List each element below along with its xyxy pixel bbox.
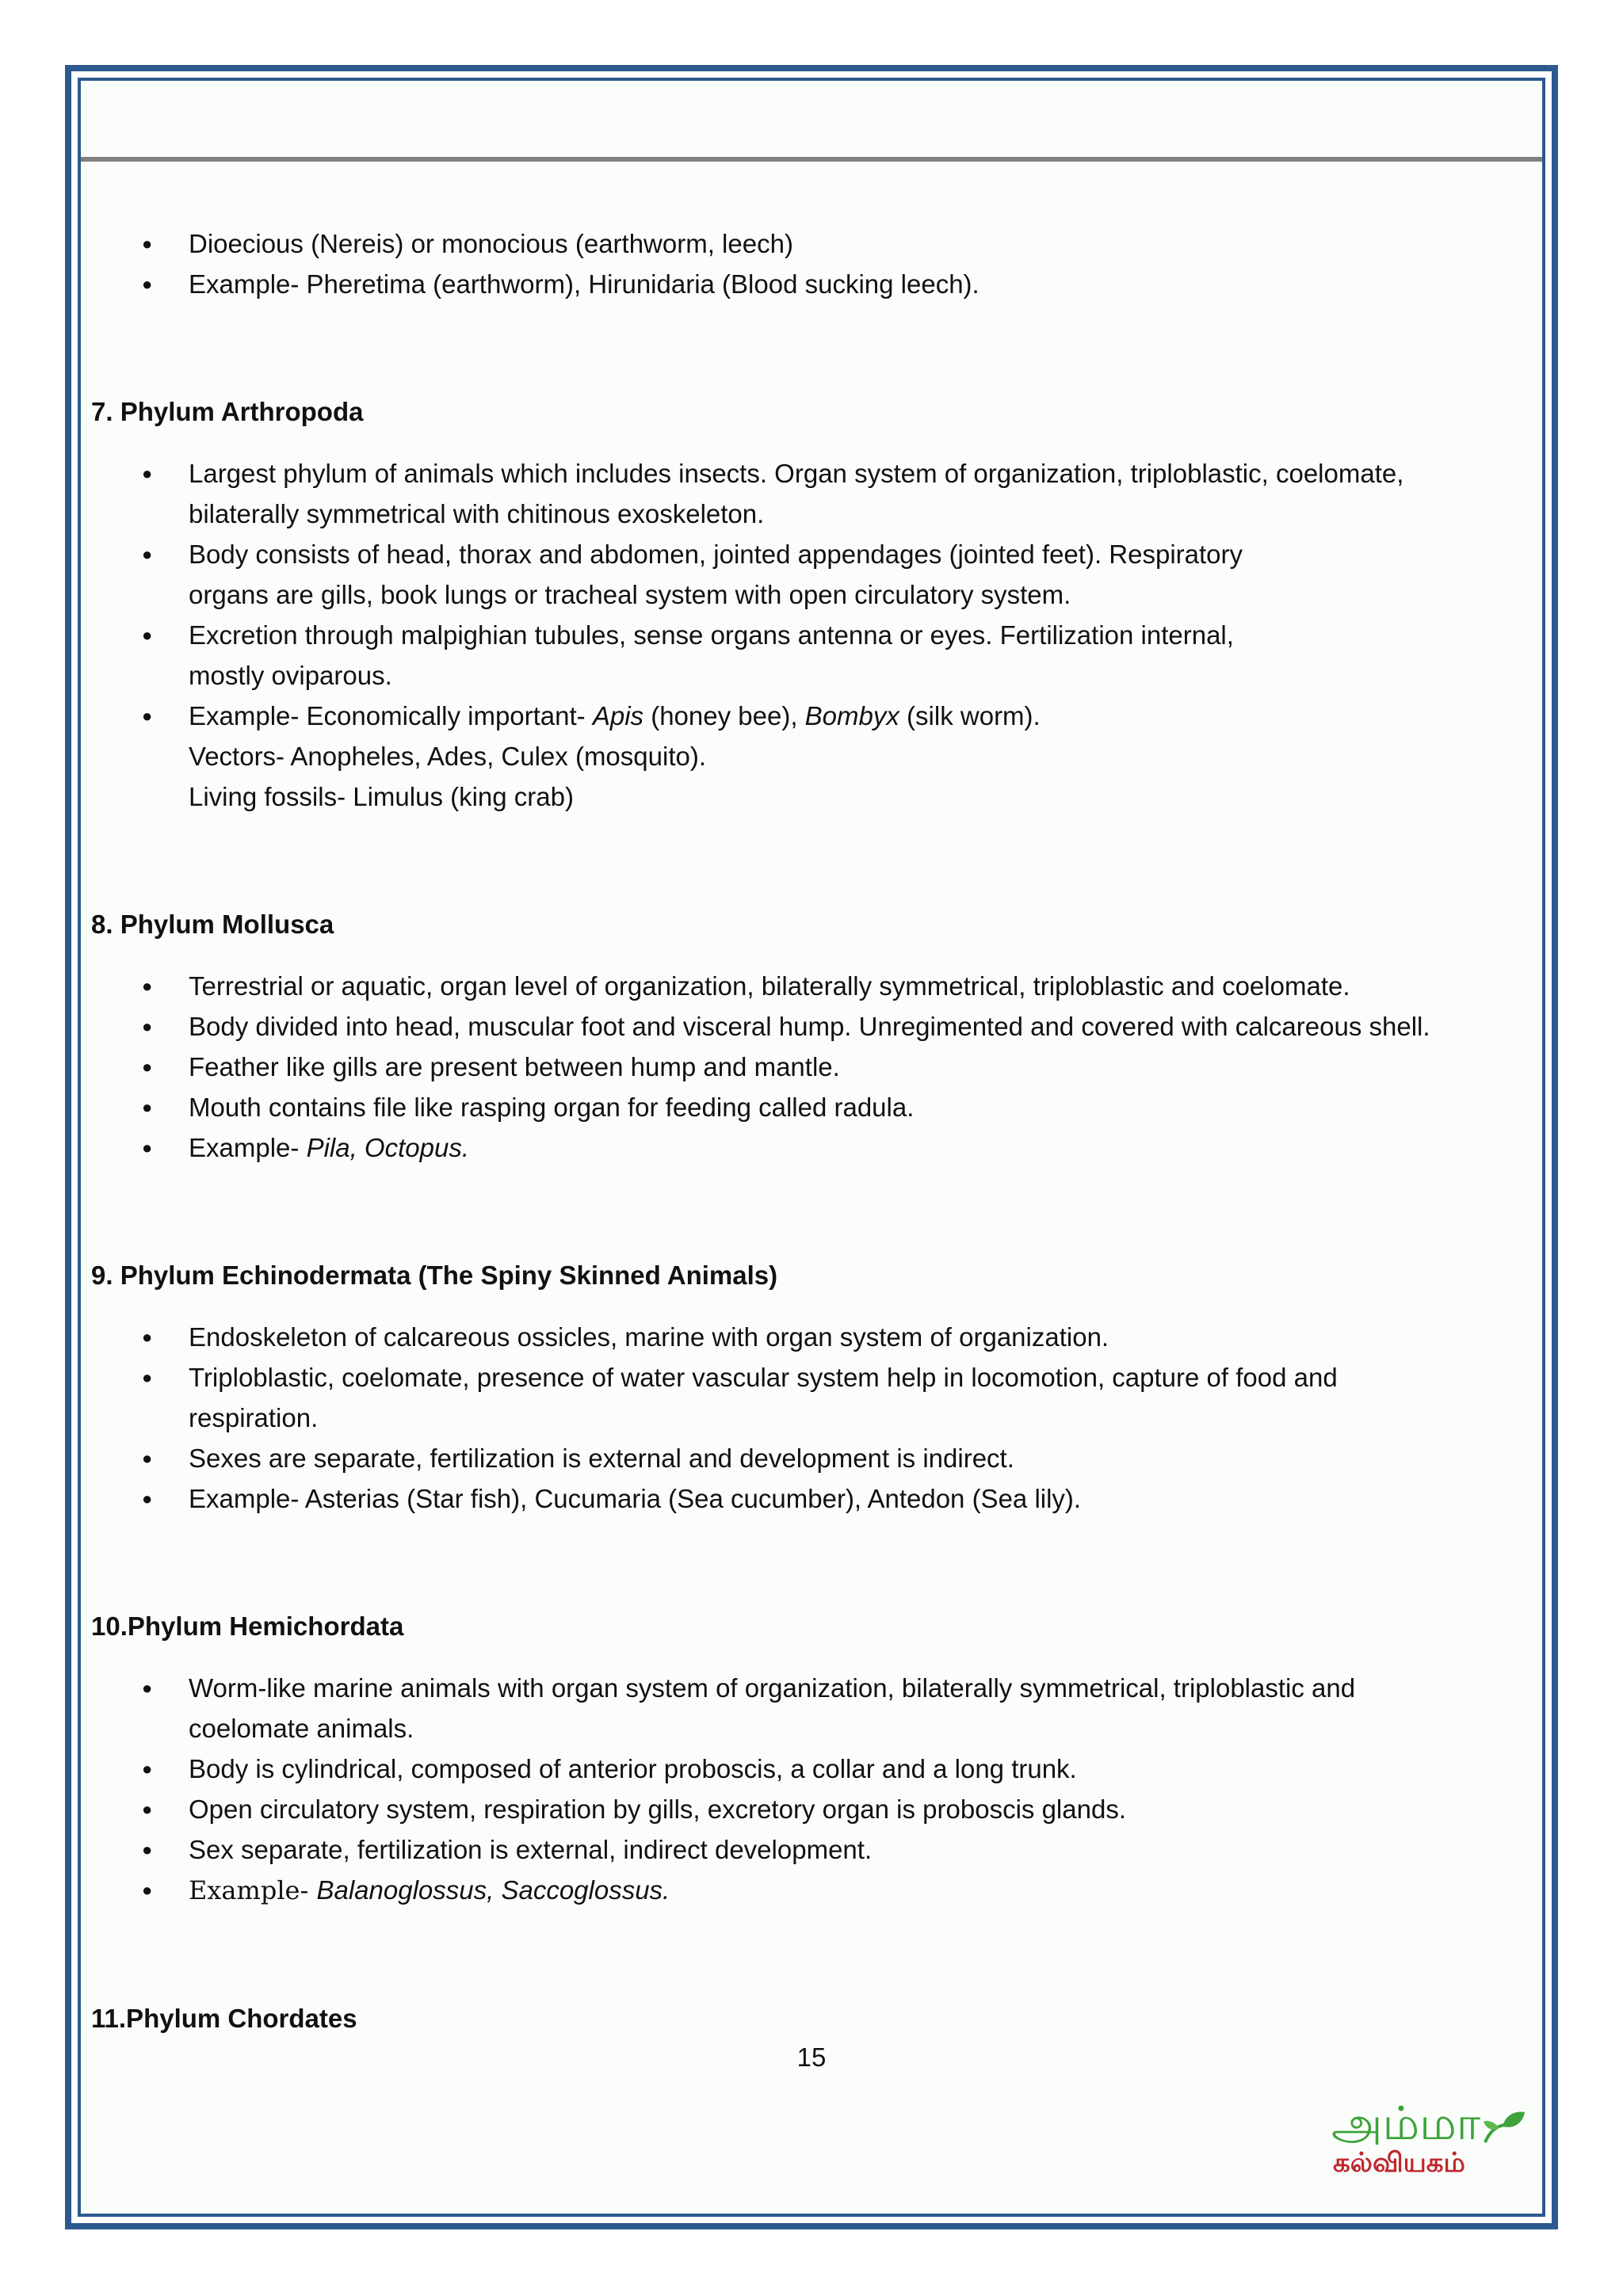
species-name: Apis bbox=[592, 701, 644, 730]
bullet-text: bilaterally symmetrical with chitinous exoskeleton. bbox=[189, 499, 765, 528]
bullet-text: Dioecious (Nereis) or monocious (earthworm, leech) bbox=[189, 229, 793, 258]
header-rule bbox=[81, 157, 1542, 162]
bullet-text: coelomate animals. bbox=[189, 1714, 414, 1743]
bullet-text: Sex separate, fertilization is external, indirect development. bbox=[189, 1835, 873, 1864]
list-item bbox=[91, 1087, 1518, 1127]
intro-bullet-list bbox=[91, 223, 1518, 304]
text-run: Example- bbox=[189, 1133, 307, 1162]
list-item bbox=[91, 1127, 1518, 1168]
amma-kalviyagam-logo bbox=[1331, 2098, 1529, 2185]
list-item bbox=[91, 615, 1518, 696]
section-heading-arthropoda: 7. Phylum Arthropoda bbox=[91, 397, 364, 426]
bullet-text: ● Excretion through malpighian tubules, sense organs antenna or eyes. Fertilization internal, bbox=[189, 620, 1234, 650]
text-run: (silk worm). bbox=[899, 701, 1041, 730]
species-name: Pila, Octopus. bbox=[306, 1133, 469, 1162]
list-item bbox=[91, 1357, 1518, 1438]
list-item bbox=[91, 1870, 1518, 1911]
list-item bbox=[91, 1749, 1518, 1789]
bullet-text: Living fossils- Limulus (king crab) bbox=[189, 782, 574, 811]
bullet-text: Mouth contains file like rasping organ for feeding called radula. bbox=[189, 1093, 915, 1122]
list-item bbox=[91, 534, 1518, 615]
bullet-text: Endoskeleton of calcareous ossicles, marine with organ system of organization. bbox=[189, 1322, 1109, 1352]
list-item bbox=[91, 1789, 1518, 1829]
text-run: Example- bbox=[189, 1875, 317, 1905]
list-item bbox=[91, 1829, 1518, 1870]
bullet-text bbox=[189, 696, 1518, 736]
bullet-text: ● Worm-like marine animals with organ system of organization, bilaterally symmetrical, triploblastic and bbox=[189, 1673, 1356, 1703]
page-number: 15 bbox=[796, 2042, 827, 2072]
bullet-text: Sexes are separate, fertilization is external and development is indirect. bbox=[189, 1444, 1014, 1473]
section-heading-chordates: 11.Phylum Chordates bbox=[91, 2004, 357, 2033]
echinodermata-bullet-list bbox=[91, 1317, 1518, 1519]
list-item bbox=[91, 1006, 1518, 1047]
list-item bbox=[91, 223, 1518, 264]
bullet-text: organs are gills, book lungs or tracheal system with open circulatory system. bbox=[189, 580, 1071, 609]
bullet-text: Example- Asterias (Star fish), Cucumaria (Sea cucumber), Antedon (Sea lily). bbox=[189, 1484, 1082, 1513]
section-heading-echinodermata: 9. Phylum Echinodermata (The Spiny Skinned Animals) bbox=[91, 1261, 778, 1290]
bullet-text: ● Triploblastic, coelomate, presence of water vascular system help in locomotion, capture of food and bbox=[189, 1363, 1338, 1392]
list-item bbox=[91, 696, 1518, 817]
text-run: Example- Economically important- bbox=[189, 701, 593, 730]
bullet-text: Body is cylindrical, composed of anterior proboscis, a collar and a long trunk. bbox=[189, 1754, 1077, 1783]
bullet-text: Feather like gills are present between hump and mantle. bbox=[189, 1052, 840, 1081]
bullet-text: Terrestrial or aquatic, organ level of organization, bilaterally symmetrical, triploblastic and coelomate. bbox=[189, 971, 1350, 1001]
bullet-text: respiration. bbox=[189, 1403, 319, 1432]
list-item bbox=[91, 966, 1518, 1006]
list-item bbox=[91, 453, 1518, 534]
list-item bbox=[91, 1317, 1518, 1357]
species-name: Balanoglossus, Saccoglossus. bbox=[316, 1875, 670, 1905]
list-item bbox=[91, 1668, 1518, 1749]
bullet-text: mostly oviparous. bbox=[189, 661, 392, 690]
bullet-text: Open circulatory system, respiration by gills, excretory organ is proboscis glands. bbox=[189, 1794, 1126, 1824]
logo-text-top: அம்மா bbox=[1331, 2096, 1481, 2150]
text-run: (honey bee), bbox=[643, 701, 805, 730]
bullet-text: Body divided into head, muscular foot and visceral hump. Unregimented and covered with calcareous shell. bbox=[189, 1012, 1430, 1041]
mollusca-bullet-list bbox=[91, 966, 1518, 1168]
species-name: Bombyx bbox=[804, 701, 899, 730]
document-body bbox=[91, 223, 1518, 2039]
list-item bbox=[91, 264, 1518, 304]
bullet-text: Vectors- Anopheles, Ades, Culex (mosquito). bbox=[189, 742, 707, 771]
bullet-text: ● Largest phylum of animals which includes insects. Organ system of organization, triploblastic, coelomate, bbox=[189, 459, 1404, 488]
list-item bbox=[91, 1047, 1518, 1087]
section-heading-mollusca: 8. Phylum Mollusca bbox=[91, 910, 334, 939]
leaf-icon bbox=[1482, 2109, 1526, 2145]
logo-text-bottom: கல்வியகம் bbox=[1333, 2147, 1465, 2179]
arthropoda-bullet-list bbox=[91, 453, 1518, 817]
section-heading-hemichordata: 10.Phylum Hemichordata bbox=[91, 1611, 404, 1641]
list-item bbox=[91, 1438, 1518, 1478]
hemichordata-bullet-list bbox=[91, 1668, 1518, 1911]
list-item bbox=[91, 1478, 1518, 1519]
bullet-text: Example- Pheretima (earthworm), Hirunidaria (Blood sucking leech). bbox=[189, 269, 980, 299]
bullet-text: ● Body consists of head, thorax and abdomen, jointed appendages (jointed feet). Respiratory bbox=[189, 540, 1243, 569]
